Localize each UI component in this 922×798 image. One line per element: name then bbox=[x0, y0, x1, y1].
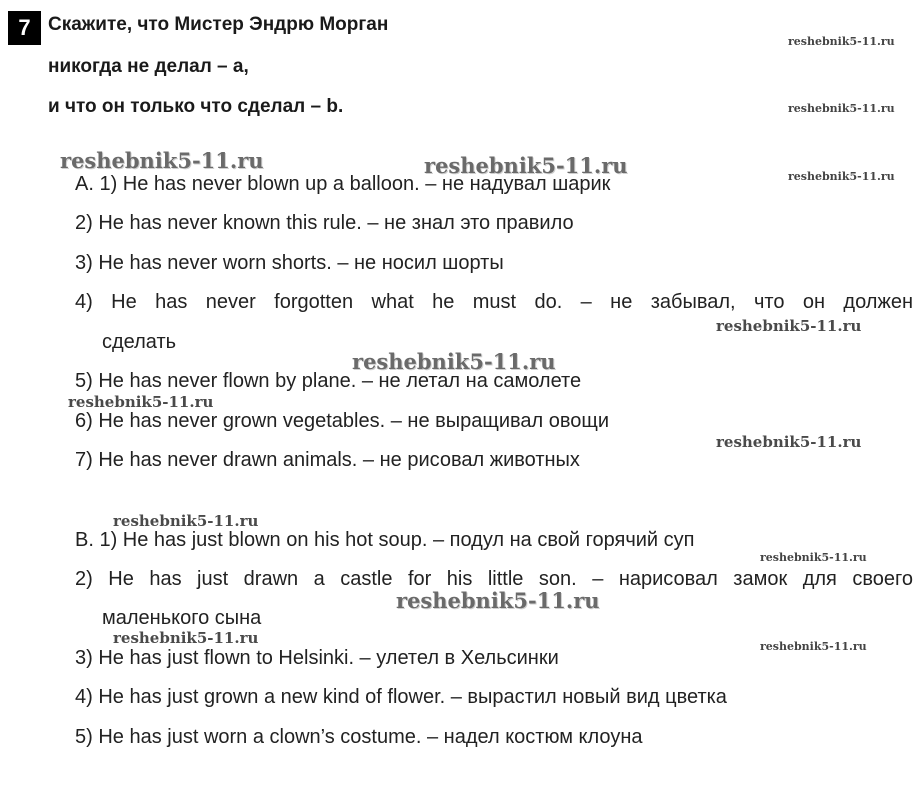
answer-a-2: 2) He has never known this rule. – не знал это правило bbox=[75, 212, 574, 234]
watermark: reshebnik5-11.ru bbox=[788, 35, 895, 48]
watermark: reshebnik5-11.ru bbox=[113, 512, 259, 530]
watermark: reshebnik5-11.ru bbox=[424, 153, 628, 178]
watermark: reshebnik5-11.ru bbox=[352, 349, 556, 374]
watermark: reshebnik5-11.ru bbox=[716, 317, 862, 335]
answer-b-3: 3) He has just flown to Helsinki. – улетел в Хельсинки bbox=[75, 647, 559, 669]
answer-b-1: B. 1) He has just blown on his hot soup. – подул на свой горячий суп bbox=[75, 529, 695, 551]
watermark: reshebnik5-11.ru bbox=[760, 551, 867, 564]
watermark: reshebnik5-11.ru bbox=[60, 148, 264, 173]
answer-a-4-continuation: сделать bbox=[102, 331, 177, 353]
task-heading-line-1: Скажите, что Мистер Эндрю Морган bbox=[48, 14, 389, 35]
answer-b-4: 4) He has just grown a new kind of flower. – вырастил новый вид цветка bbox=[75, 686, 727, 708]
task-heading-line-3: и что он только что сделал – b. bbox=[48, 96, 344, 117]
answer-a-5: 5) He has never flown by plane. – не летал на самолете bbox=[75, 370, 582, 392]
watermark: reshebnik5-11.ru bbox=[716, 433, 862, 451]
watermark: reshebnik5-11.ru bbox=[788, 102, 895, 115]
task-heading-line-2: никогда не делал – a, bbox=[48, 56, 249, 77]
watermark: reshebnik5-11.ru bbox=[396, 588, 600, 613]
watermark: reshebnik5-11.ru bbox=[68, 393, 214, 411]
watermark: reshebnik5-11.ru bbox=[760, 640, 867, 653]
answer-a-7: 7) He has never drawn animals. – не рисовал животных bbox=[75, 449, 580, 471]
watermark: reshebnik5-11.ru bbox=[113, 629, 259, 647]
answer-a-6: 6) He has never grown vegetables. – не выращивал овощи bbox=[75, 410, 610, 432]
watermark: reshebnik5-11.ru bbox=[788, 170, 895, 183]
task-number-badge: 7 bbox=[8, 11, 41, 45]
answer-b-2-continuation: маленького сына bbox=[102, 607, 262, 629]
answer-a-3: 3) He has never worn shorts. – не носил шорты bbox=[75, 252, 504, 274]
answer-b-5: 5) He has just worn a clown’s costume. – надел костюм клоуна bbox=[75, 726, 643, 748]
answer-b-2: 2) He has just drawn a castle for his little son. – нарисовал замок для своего bbox=[75, 568, 913, 590]
answer-a-1: A. 1) He has never blown up a balloon. – не надувал шарик bbox=[75, 173, 611, 195]
answer-a-4: 4) He has never forgotten what he must do. – не забывал, что он должен bbox=[75, 291, 913, 313]
